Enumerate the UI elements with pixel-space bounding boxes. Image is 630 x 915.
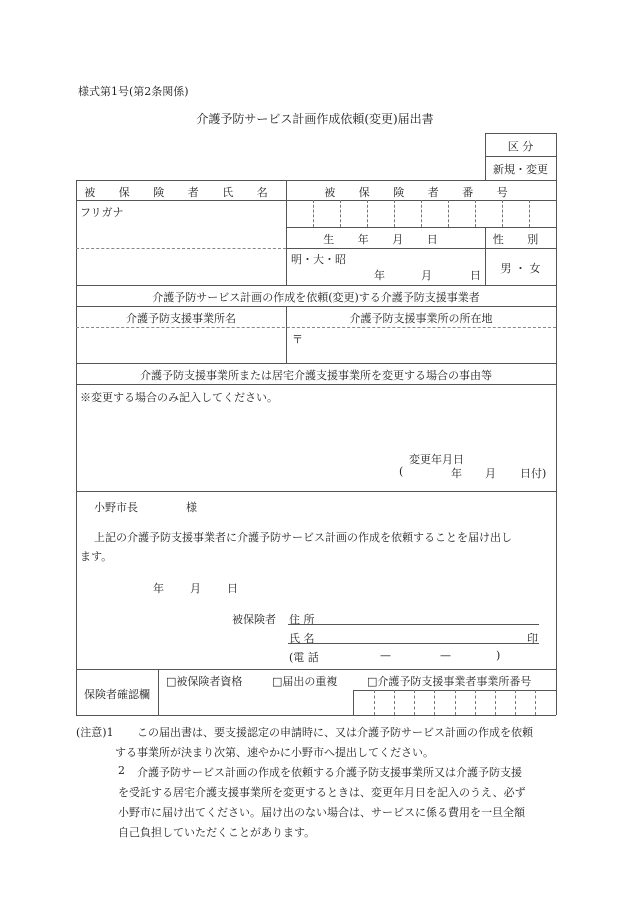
note2-line4: 自己負担していただくことがあります。 xyxy=(118,826,316,839)
phone-dash-2: — xyxy=(440,649,451,662)
insured-number-header: 被 保 険 者 番 号 xyxy=(324,186,518,199)
category-value[interactable]: 新規・変更 xyxy=(493,163,548,176)
note1-line1: この届出書は、要支援認定の申請時に、又は介護予防サービス計画の作成を依頼 xyxy=(137,726,533,739)
birth-month-label: 月 xyxy=(421,269,432,282)
change-instruction: ※変更する場合のみ記入してください。 xyxy=(80,391,278,404)
note2-line3: 小野市に届け出てください。届け出のない場合は、サービスに係る費用を一旦全額 xyxy=(118,806,525,819)
phone-close: ) xyxy=(496,649,501,662)
office-name-field[interactable] xyxy=(76,328,285,362)
gender-options[interactable]: 男 ・ 女 xyxy=(500,262,541,275)
office-name-header: 介護予防支援事業所名 xyxy=(126,312,236,325)
note2-line2: を受託する居宅介護支援事業所を変更するときは、変更年月日を記入のうえ、必ず xyxy=(118,786,526,799)
change-date-label: 変更年月日 xyxy=(409,453,464,466)
notes-prefix: (注意)1 xyxy=(76,726,114,739)
postal-mark: 〒 xyxy=(292,333,303,346)
page-title: 介護予防サービス計画作成依頼(変更)届出書 xyxy=(196,112,434,126)
insured-name-header: 被 保 険 者 氏 名 xyxy=(84,186,278,199)
change-date-suffix: 日付) xyxy=(520,467,547,480)
declaration-day: 日 xyxy=(227,582,238,595)
declaration-month: 月 xyxy=(190,582,201,595)
insured-signer-label: 被保険者 xyxy=(232,613,276,626)
change-date-month: 月 xyxy=(485,467,496,480)
check-duplicate-report[interactable]: □届出の重複 xyxy=(272,675,338,688)
declaration-line2: ます。 xyxy=(80,550,113,563)
birth-day-label: 日 xyxy=(470,269,481,282)
declaration-line1: 上記の介護予防支援事業者に介護予防サービス計画の作成を依頼することを届け出し xyxy=(94,531,512,544)
address-line[interactable] xyxy=(288,624,539,625)
change-section-header: 介護予防支援事業所または居宅介護支援事業所を変更する場合の事由等 xyxy=(140,369,492,382)
insurer-check-label: 保険者確認欄 xyxy=(84,688,150,701)
note2-line1: 介護予防サービス計画の作成を依頼する介護予防支援事業所又は介護予防支援 xyxy=(137,766,522,779)
note1-line2: する事業所が決まり次第、速やかに小野市へ提出してください。 xyxy=(115,746,434,759)
office-address-header: 介護予防支援事業所の所在地 xyxy=(349,312,493,325)
change-date-open: ( xyxy=(399,465,404,478)
seal-mark: 印 xyxy=(527,632,538,645)
provider-section-header: 介護予防サービス計画の作成を依頼(変更)する介護予防支援事業者 xyxy=(152,291,480,304)
name-line[interactable] xyxy=(288,643,539,644)
furigana-label: フリガナ xyxy=(80,206,124,219)
note2-number: 2 xyxy=(118,764,125,777)
category-header: 区 分 xyxy=(507,140,534,153)
era-options[interactable]: 明・大・昭 xyxy=(291,253,346,266)
address-label: 住 所 xyxy=(289,613,315,626)
declaration-year: 年 xyxy=(153,582,164,595)
birth-date-header: 生 年 月 日 xyxy=(323,233,448,246)
signer-name-label: 氏 名 xyxy=(289,632,315,645)
change-date-year: 年 xyxy=(451,467,462,480)
phone-label: (電 話 xyxy=(289,651,319,664)
form-number: 様式第1号(第2条関係) xyxy=(78,85,189,98)
phone-dash-1: — xyxy=(380,649,391,662)
addressee: 小野市長 xyxy=(94,501,138,514)
check-office-number[interactable]: □介護予防支援事業者事業所番号 xyxy=(367,675,532,688)
birth-year-label: 年 xyxy=(374,269,385,282)
check-insured-eligibility[interactable]: □被保険者資格 xyxy=(166,675,243,688)
gender-header: 性 別 xyxy=(492,233,549,246)
honorific: 様 xyxy=(186,501,197,514)
